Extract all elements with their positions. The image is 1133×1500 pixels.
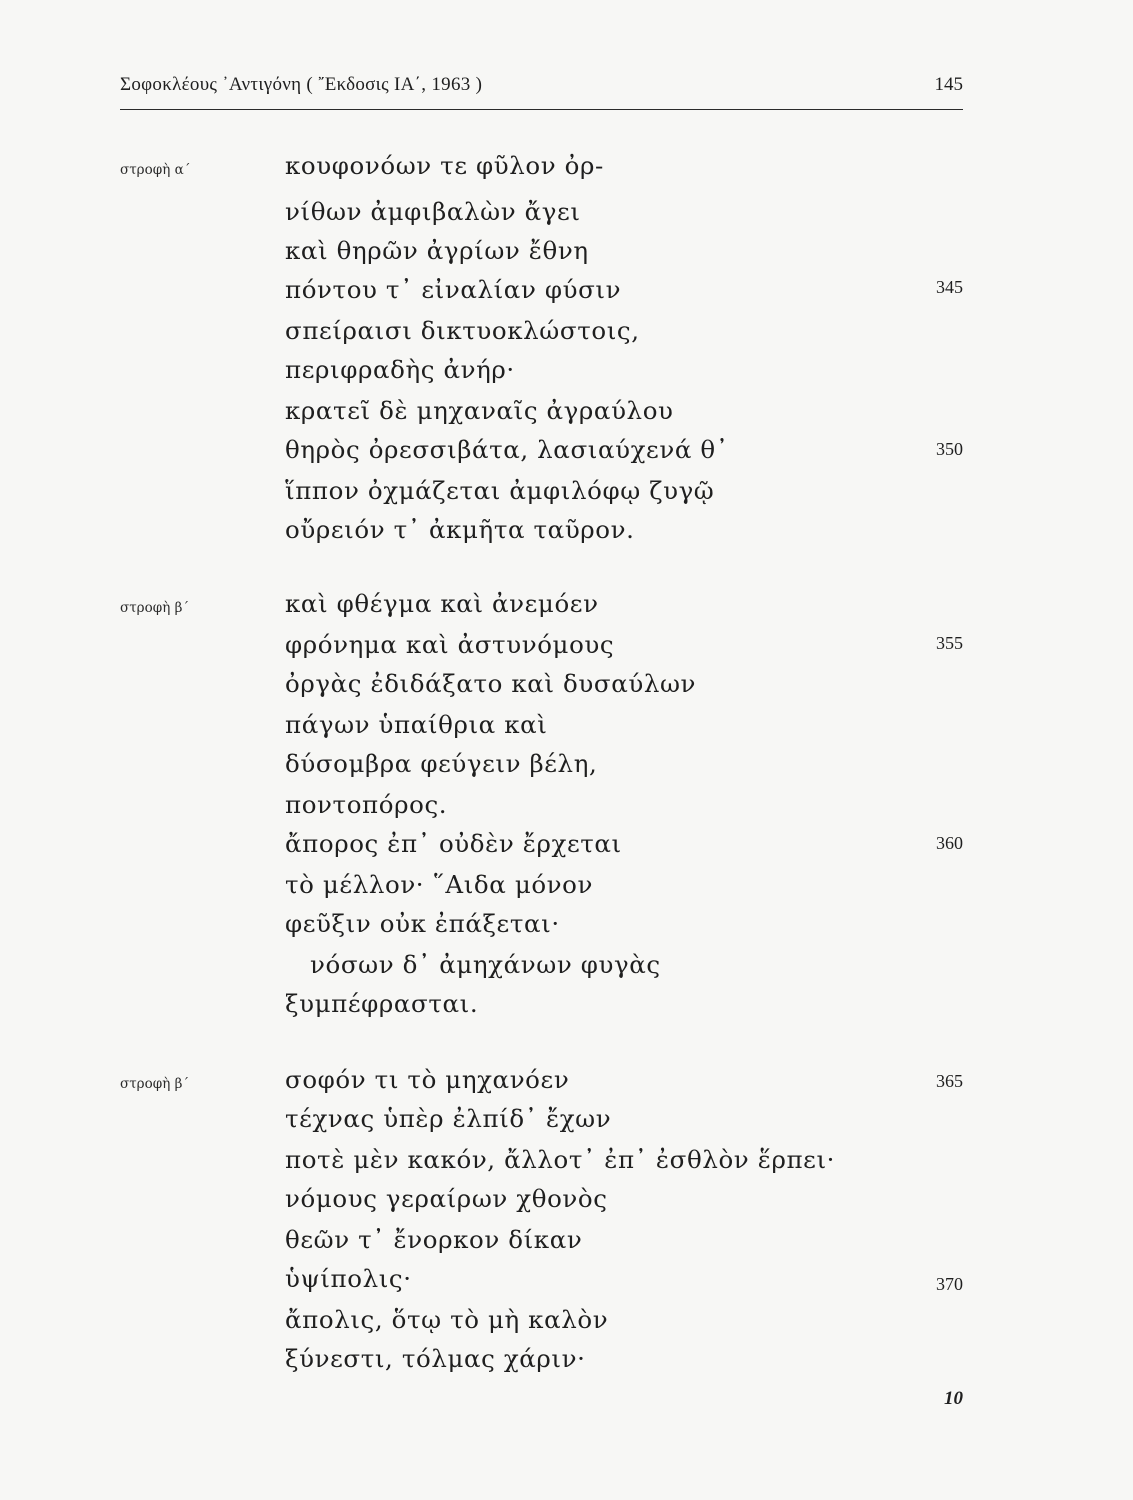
strophe-label: στροφὴ α΄ xyxy=(120,162,191,178)
header-title: Σοφοκλέους ᾿Αντιγόνη ( ῎Εκδοσις ΙΑ΄, 1963 ) xyxy=(120,74,483,95)
verse-line: οὔρειόν τ᾿ ἀκμῆτα ταῦρον. xyxy=(285,515,635,544)
verse-line: ἵππον ὀχμάζεται ἀμφιλόφῳ ζυγῷ xyxy=(285,476,715,505)
page-number: 145 xyxy=(934,74,963,95)
verse-line: καὶ θηρῶν ἀγρίων ἔθνη xyxy=(285,236,589,265)
verse-line: πάγων ὑπαίθρια καὶ xyxy=(285,710,548,739)
verse-line: τέχνας ὑπὲρ ἐλπίδ᾿ ἔχων xyxy=(285,1104,612,1133)
verse-line: κουφονόων τε φῦλον ὀρ- xyxy=(285,151,604,180)
line-number: 345 xyxy=(936,277,963,297)
verse-line: θεῶν τ᾿ ἔνορκον δίκαν xyxy=(285,1225,583,1254)
verse-line: δύσομβρα φεύγειν βέλη, xyxy=(285,749,598,778)
verse-line: νόμους γεραίρων χθονὸς xyxy=(285,1184,608,1213)
line-number: 370 xyxy=(936,1274,963,1294)
line-number: 365 xyxy=(936,1071,963,1091)
verse-line: ποντοπόρος. xyxy=(285,790,448,819)
verse-line: τὸ μέλλον· ῞Αιδα μόνον xyxy=(285,870,594,899)
line-number: 355 xyxy=(936,633,963,653)
verse-line: πόντου τ᾿ εἰναλίαν φύσιν xyxy=(285,275,622,304)
verse-line: καὶ φθέγμα καὶ ἀνεμόεν xyxy=(285,589,599,618)
verse-line: ἄπολις, ὅτῳ τὸ μὴ καλὸν xyxy=(285,1305,609,1334)
verse-line: περιφραδὴς ἀνήρ· xyxy=(285,355,515,384)
verse-line: σπείραισι δικτυοκλώστοις, xyxy=(285,316,640,345)
verse-line: θηρὸς ὀρεσσιβάτα, λασιαύχενά θ᾿ xyxy=(285,435,729,464)
line-number: 350 xyxy=(936,439,963,459)
verse-line: φρόνημα καὶ ἀστυνόμους xyxy=(285,630,615,659)
verse-line: ὑψίπολις· xyxy=(285,1264,412,1293)
running-header xyxy=(120,74,963,104)
verse-line: νίθων ἀμφιβαλὼν ἄγει xyxy=(285,197,581,226)
strophe-label: στροφὴ β΄ xyxy=(120,1076,190,1092)
header-rule xyxy=(120,109,963,110)
verse-line: φεῦξιν οὐκ ἐπάξεται· xyxy=(285,909,560,938)
verse-line: ξυμπέφρασται. xyxy=(285,989,479,1018)
strophe-label: στροφὴ β΄ xyxy=(120,600,190,616)
verse-line: ξύνεστι, τόλμας χάριν· xyxy=(285,1344,586,1373)
verse-line: ἄπορος ἐπ᾿ οὐδὲν ἔρχεται xyxy=(285,829,622,858)
verse-line: κρατεῖ δὲ μηχαναῖς ἀγραύλου xyxy=(285,396,674,425)
signature-mark: 10 xyxy=(944,1388,963,1409)
verse-line: ὀργὰς ἐδιδάξατο καὶ δυσαύλων xyxy=(285,669,697,698)
verse-line: ποτὲ μὲν κακόν, ἄλλοτ᾿ ἐπ᾿ ἐσθλὸν ἕρπει· xyxy=(285,1145,836,1174)
verse-line: σοφόν τι τὸ μηχανόεν xyxy=(285,1065,570,1094)
line-number: 360 xyxy=(936,833,963,853)
verse-line: νόσων δ᾿ ἀμηχάνων φυγὰς xyxy=(310,950,661,979)
